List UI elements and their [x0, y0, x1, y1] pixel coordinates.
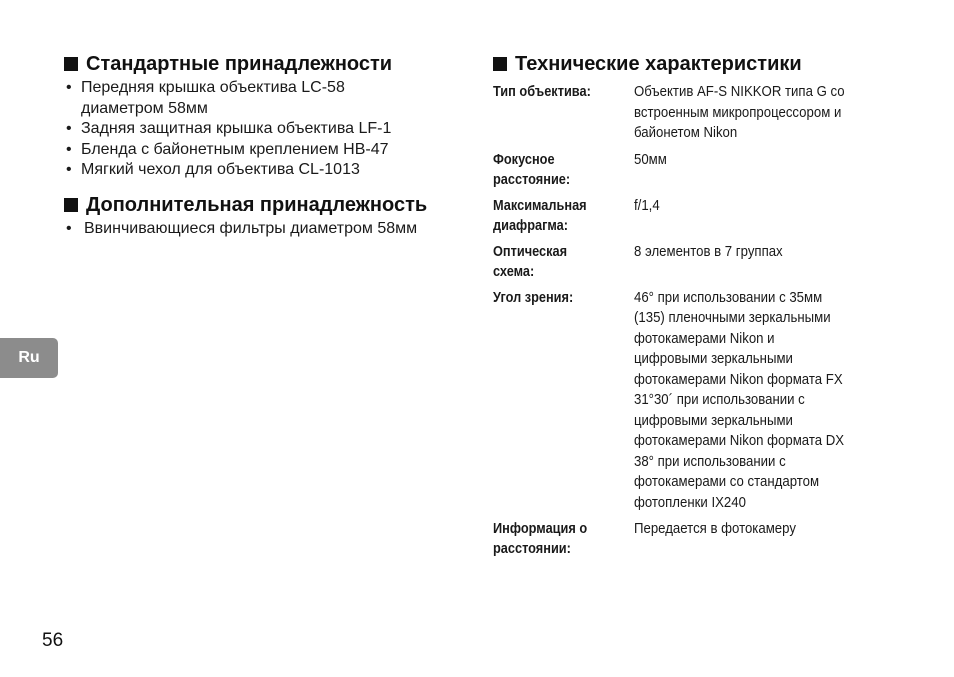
spec-value-line: Передается в фотокамеру: [634, 520, 796, 537]
list-item: [64, 119, 474, 140]
spec-value-line: 50мм: [634, 150, 667, 168]
right-column: [493, 52, 893, 565]
spec-value-line: фотокамерами со стандартом: [634, 473, 820, 490]
spec-value-line: 31°30´ при использовании с: [634, 391, 805, 408]
square-bullet-icon: [64, 198, 78, 212]
optional-accessory-title: Дополнительная принадлежность: [86, 193, 428, 216]
optional-accessory-list: [64, 219, 474, 240]
spec-value-line: фотокамерами Nikon и: [634, 329, 775, 347]
spec-label: [493, 242, 617, 282]
language-tab: [0, 338, 58, 378]
specifications-heading: [493, 52, 893, 76]
list-item-text: • Задняя защитная крышка объектива LF-1: [81, 120, 392, 137]
standard-accessories-title: Стандартные принадлежности: [86, 53, 393, 75]
spec-label-line: диафрагма:: [493, 217, 569, 234]
standard-accessories-list: [64, 78, 474, 181]
list-item-text: • Ввинчивающиеся фильтры диаметром 58мм: [84, 219, 418, 237]
page-number: 56: [42, 630, 64, 651]
spec-value-line: фотокамерами Nikon формата FX: [634, 370, 843, 388]
spec-value: [634, 288, 862, 514]
spec-value-line: Объектив AF-S NIKKOR типа G со: [634, 83, 845, 100]
spec-row: [493, 150, 893, 190]
spec-value-line: f/1,4: [634, 196, 660, 214]
list-item: [64, 140, 474, 161]
left-column: [64, 52, 474, 239]
spec-row: [493, 82, 893, 144]
list-item-text: • Передняя крышка объектива LC-58: [81, 79, 345, 96]
spec-label-line: расстояние:: [493, 171, 571, 188]
spec-value-line: (135) пленочными зеркальными: [634, 309, 831, 326]
spec-value: [634, 196, 862, 236]
spec-value-line: 38° при использовании с: [634, 452, 786, 470]
spec-row: [493, 519, 893, 559]
spec-label: [493, 82, 617, 144]
spec-label-line: Угол зрения:: [493, 289, 574, 306]
spec-label-line: Информация о: [493, 521, 588, 537]
spec-value: [634, 242, 862, 282]
list-item: [64, 219, 474, 240]
spec-value-line: 8 элементов в 7 группах: [634, 242, 783, 260]
spec-label-line: Оптическая: [493, 243, 568, 260]
list-item: [64, 160, 474, 181]
spec-value: [634, 150, 862, 190]
spec-value-line: встроенным микропроцессором и: [634, 103, 842, 121]
spec-value-line: цифровыми зеркальными: [634, 411, 793, 429]
spec-label: [493, 196, 617, 236]
language-tab-label: Ru: [18, 349, 40, 366]
spec-row: [493, 196, 893, 236]
spec-value-line: цифровыми зеркальными: [634, 350, 793, 367]
spec-label-line: схема:: [493, 263, 535, 280]
spec-row: [493, 242, 893, 282]
list-item-text: • Мягкий чехол для объектива CL-1013: [81, 161, 360, 178]
spec-label-line: Тип объектива:: [493, 84, 591, 100]
spec-label: [493, 288, 617, 514]
spec-label-line: Фокусное: [493, 151, 555, 168]
list-item-text: • Бленда с байонетным креплением HB-47: [81, 140, 389, 158]
spec-value: [634, 82, 862, 144]
spec-label-line: Максимальная: [493, 197, 587, 214]
standard-accessories-heading: [64, 52, 474, 76]
optional-accessory-heading: [64, 193, 474, 217]
spec-label: [493, 150, 617, 190]
spec-label: [493, 519, 617, 559]
spec-value-line: фотопленки IX240: [634, 493, 746, 511]
spec-row: [493, 288, 893, 514]
specifications-title: Технические характеристики: [515, 53, 802, 75]
spec-value-line: байонетом Nikon: [634, 124, 738, 141]
square-bullet-icon: [493, 57, 507, 71]
specifications-table: [493, 82, 893, 559]
spec-label-line: расстоянии:: [493, 541, 571, 557]
list-item-text: диаметром 58мм: [81, 99, 208, 117]
spec-value-line: 46° при использовании с 35мм: [634, 288, 823, 306]
spec-value-line: фотокамерами Nikon формата DX: [634, 432, 845, 449]
spec-value: [634, 519, 862, 559]
square-bullet-icon: [64, 57, 78, 71]
list-item: [64, 78, 474, 119]
